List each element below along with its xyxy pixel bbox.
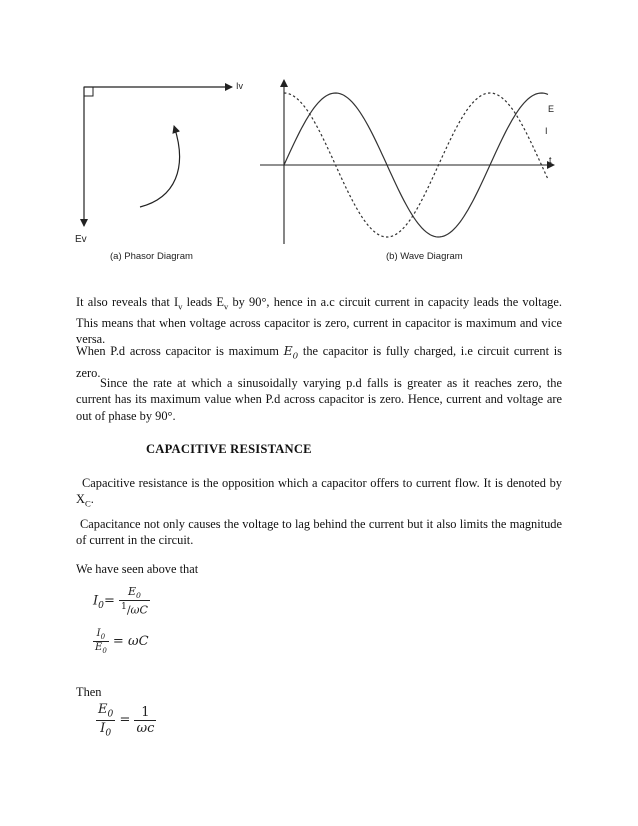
section-heading: CAPACITIVE RESISTANCE <box>146 442 312 456</box>
label-e: E <box>548 104 555 114</box>
right-angle-mark <box>84 87 93 96</box>
rotation-arrow <box>140 126 180 207</box>
paragraph-lead: It also reveals that $I_v$ leads $E_v$ by 90°, hence in a.c circuit current in capacity leads the voltage. This means that when voltage across capacitor is zero, current in capacitor is maximum and vice versa. <box>76 295 562 347</box>
e0-symbol: $E_0$ <box>283 343 299 362</box>
figure <box>0 0 638 270</box>
paragraph-max-pd: When P.d across capacitor is maximum $E_0$ the capacitor is fully charged, i.e circuit current is zero. <box>76 343 562 380</box>
equation-i0-over-e0: $\frac{I_0}{E_0}$ = ωC <box>95 628 149 655</box>
equation-e0-over-i0: $\frac{E_0}{I_0}$ = $\frac{1}{\omega c}$ <box>98 702 155 739</box>
wave-caption: (b) Wave Diagram <box>386 251 463 262</box>
label-i: I <box>545 126 548 136</box>
phasor-diagram <box>84 87 232 226</box>
paragraph-rate: Since the rate at which a sinusoidally varying p.d falls is greater as it reaches zero, the current has its maximum value when P.d across capacitor is zero. Hence, current and voltage are out of phase by 90°. <box>76 376 562 423</box>
phasor-caption: (a) Phasor Diagram <box>110 251 193 262</box>
equation-i0: $I_0=$ $\frac{E_0}{^1/\omega C}$ <box>93 585 148 617</box>
paragraph-definition: Capacitive resistance is the opposition which a capacitor offers to current flow. It is denoted by $X_C$. <box>76 476 562 509</box>
wave-diagram <box>260 80 554 244</box>
label-t: t <box>549 155 552 165</box>
paragraph-seen-above: We have seen above that <box>76 562 199 576</box>
paragraph-capacitance: Capacitance not only causes the voltage to lag behind the current but it also limits the magnitude of current in the circuit. <box>76 517 562 548</box>
label-iv: Iv <box>236 81 244 91</box>
label-ev: Ev <box>75 234 87 245</box>
then-label: Then <box>76 685 102 699</box>
